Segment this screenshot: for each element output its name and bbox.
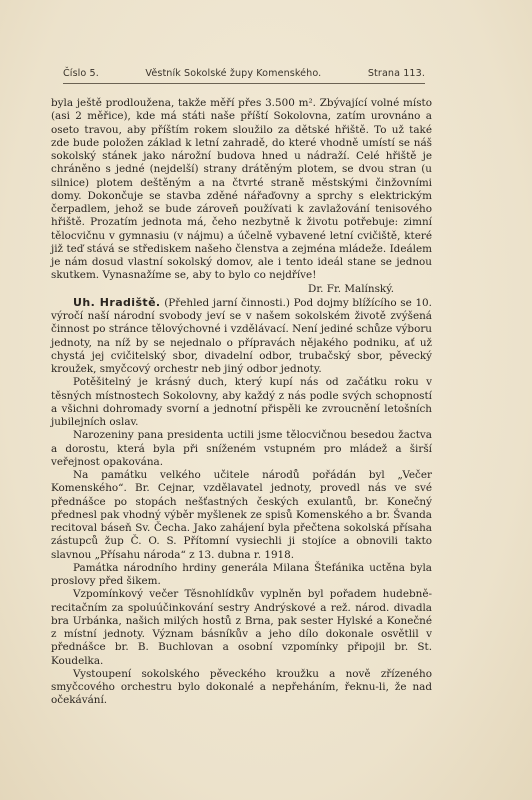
continuation-paragraph bbox=[51, 97, 432, 283]
body-paragraph: Potěšitelný je krásný duch, který kupí nás od začátku roku v těsných místnostech Sokolovny, aby každý z nás podle svých schopností a všichni dohromady svorní a jednotní přispěli ke zvroucnění letošních jubilejních oslav. bbox=[51, 376, 432, 428]
signature-line bbox=[51, 283, 432, 296]
body-paragraph: Narozeniny pana presidenta uctili jsme tělocvičnou besedou žactva a dorostu, která byla při sníženém vstupném pro mládež a širší veřejnost opakována. bbox=[51, 429, 432, 468]
body-paragraph: Vzpomínkový večer Těsnohlídkův vyplněn byl pořadem hudebně-recitačním za spoluúčinkování sestry Andrýskové a rež. národ. divadla bra Urbánka, našich milých hostů z Brna, pak sester Hylské a Konečné z místní jednoty. Význam básníkův a jeho dílo dokonale osvětlil v přednášce br. B. Buchlovan a osobní vzpomínky připojil br. St. Koudelka. bbox=[51, 588, 432, 667]
continuation-text: byla ještě prodloužena, takže měří přes 3.500 m². Zbývající volné místo (asi 2 měřice), kde má státi naše příští Sokolovna, zatím urovnáno a oseto travou, aby příštím rokem sloužilo za dětské hřiště. To už také zde bude položen základ k letní zahradě, do které vhodně umístí se náš sokolský stánek jako nárožní budova hned u nádraží. Celé hřiště je chráněno s jedné (nejdelší) strany drátěným plotem, se dvou stran (u silnice) plotem deštěným a na čtvrté straně městskými činžovními domy. Dokončuje se stavba zděné nářaďovny a sprchy s elektrickým čerpadlem, jehož se bude zároveň používati k zavlažování tenisového hřiště. Prozatím jednota má, čeho nezbytně k životu potřebuje: zimní tělocvičnu v gymnasiu (v nájmu) a účelně vybavené letní cvičiště, které již teď stává se střediskem našeho členstva a zejména mládeže. Ideálem je nám dosud vlastní sokolský domov, ale i tento ideál stane se jednou skutkem. Vynasnažíme se, aby to bylo co nejdříve! bbox=[51, 97, 432, 282]
journal-title: Věstník Sokolské župy Komenského. bbox=[145, 68, 322, 79]
header-rule bbox=[63, 83, 425, 84]
page-number: Strana 113. bbox=[367, 68, 425, 79]
article-body bbox=[51, 97, 432, 708]
author-signature: Dr. Fr. Malínský. bbox=[308, 282, 394, 295]
issue-number: Číslo 5. bbox=[63, 68, 99, 79]
body-paragraph: Na památku velkého učitele národů pořádán byl „Večer Komenského“. Br. Cejnar, vzdělavatel jednoty, provedl nás ve své přednášce po stopách nešťastných českých exulantů, br. Konečný přednesl pak vhodný výběr myšlenek ze spisů Komenského a br. Švanda recitoval báseň Sv. Čecha. Jako zahájení byla přečtena sokolská přísaha zástupců žup Č. O. S. Přítomní vysiechli ji stojíce a obnovili takto slavnou „Přísahu národa“ z 13. dubna r. 1918. bbox=[51, 469, 432, 561]
section-intro-text: (Přehled jarní činnosti.) Pod dojmy blížícího se 10. výročí naší národní svobody jeví se v našem sokolském životě zvýšená činnost po stránce tělovýchovné i vzdělávací. Není jediné schůze výboru jednoty, na níž by se nejednalo o přípravách nějakého podniku, ať už chystá jej cvičitelský sbor, divadelní odbor, trubačský sbor, pěvecký kroužek, smyčcový orchestr neb jiný odbor jednoty. bbox=[51, 296, 432, 375]
section-intro-paragraph bbox=[51, 296, 432, 377]
section-location-heading: Uh. Hradiště. bbox=[73, 295, 161, 309]
body-paragraph: Památka národního hrdiny generála Milana Štefánika uctěna byla proslovy před šikem. bbox=[51, 561, 432, 587]
running-header bbox=[63, 68, 425, 79]
body-paragraph: Vystoupení sokolského pěveckého kroužku a nově zřízeného smyčcového orchestru bylo dokonalé a nepřeháním, řeknu-li, že nad očekávání. bbox=[51, 667, 432, 707]
